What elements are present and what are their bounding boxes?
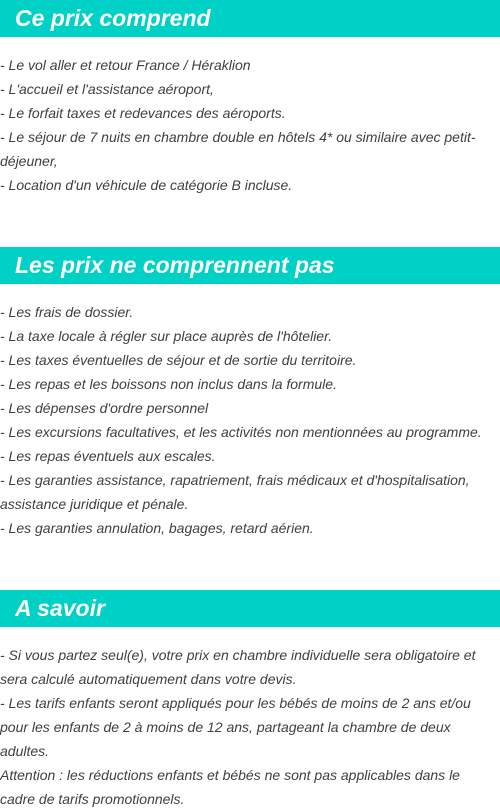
section-heading: A savoir [0,590,500,627]
list-item: - Si vous partez seul(e), votre prix en chambre individuelle sera obligatoire et sera calculé automatiquement dans votre devis. [0,647,476,687]
list-item: - Le forfait taxes et redevances des aéroports. [0,105,286,121]
section-price-excludes [0,247,500,540]
section-heading: Ce prix comprend [0,0,500,37]
section-heading: Les prix ne comprennent pas [0,247,500,284]
list-item: - Les repas éventuels aux escales. [0,448,216,464]
list-item: - Le séjour de 7 nuits en chambre double en hôtels 4* ou similaire avec petit-déjeuner, [0,129,476,169]
list-item: - Les repas et les boissons non inclus dans la formule. [0,376,337,392]
list-item: - Location d'un véhicule de catégorie B incluse. [0,177,293,193]
section-content [0,300,500,540]
list-item: - La taxe locale à régler sur place auprès de l'hôtelier. [0,328,333,344]
section-content [0,643,500,811]
list-item: - Les garanties assistance, rapatriement, frais médicaux et d'hospitalisation, assistance juridique et pénale. [0,472,470,512]
list-item: - Les dépenses d'ordre personnel [0,400,209,416]
list-item: - L'accueil et l'assistance aéroport, [0,81,214,97]
list-item: - Le vol aller et retour France / Héraklion [0,57,251,73]
section-price-includes [0,0,500,197]
list-item: - Les taxes éventuelles de séjour et de sortie du territoire. [0,352,357,368]
section-good-to-know [0,590,500,811]
section-content [0,53,500,197]
list-item: - Les garanties annulation, bagages, retard aérien. [0,520,314,536]
list-item: - Les tarifs enfants seront appliqués pour les bébés de moins de 2 ans et/ou pour les enfants de 2 à moins de 12 ans, partageant la chambre de deux adultes. [0,695,471,759]
list-item: - Les frais de dossier. [0,304,134,320]
list-item: Attention : les réductions enfants et bébés ne sont pas applicables dans le cadre de tarifs promotionnels. [0,767,460,807]
list-item: - Les excursions facultatives, et les activités non mentionnées au programme. [0,424,482,440]
